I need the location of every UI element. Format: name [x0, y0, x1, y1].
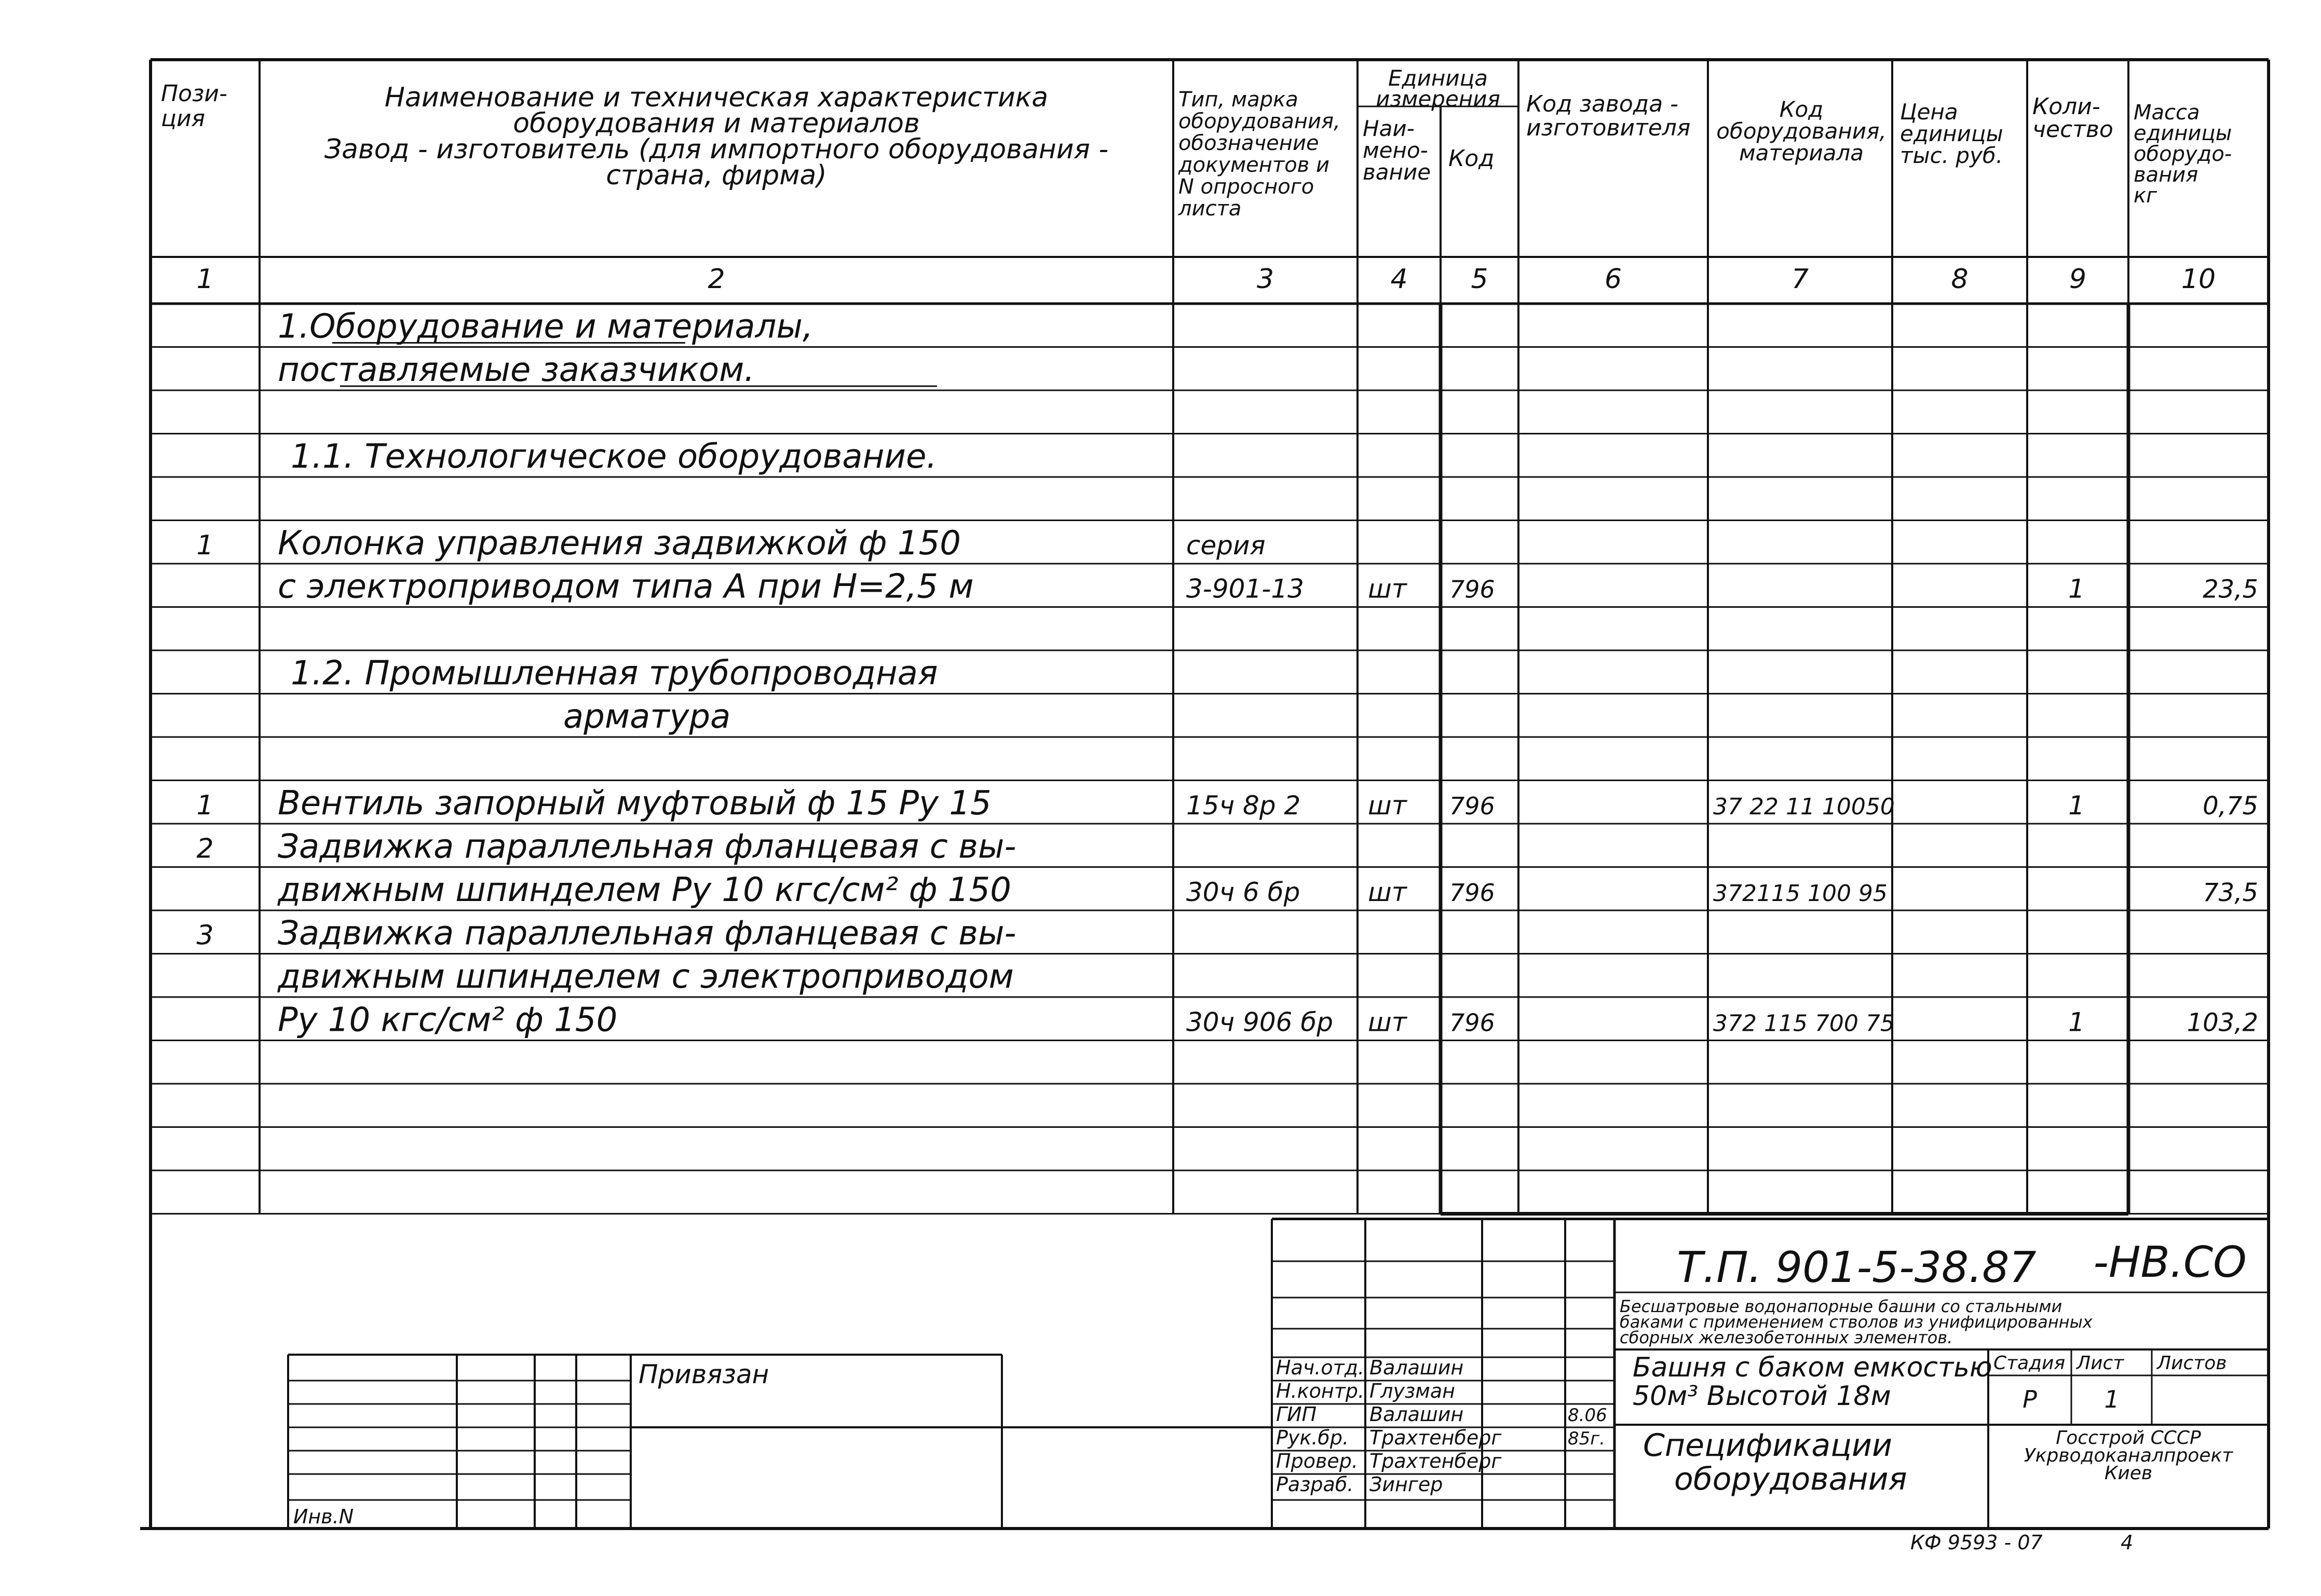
column-number: 5	[1471, 264, 1488, 295]
cell-type: 3-901-13	[1186, 574, 1304, 604]
cell-equip_code: 372115 100 95	[1713, 880, 1888, 907]
cell-mass: 0,75	[2203, 792, 2258, 821]
signer-name: Трахтенберг	[1369, 1450, 1502, 1472]
header-text: оборудования,	[1716, 118, 1886, 144]
cell-qty: 1	[2068, 790, 2085, 821]
cell-name: 1.Оборудование и материалы,	[278, 307, 813, 346]
footer-number: 4	[2121, 1531, 2134, 1554]
header-text: вания	[2134, 163, 2198, 187]
cell-type: серия	[1186, 530, 1266, 561]
cell-name: Вентиль запорный муфтовый ф 15 Ру 15	[278, 784, 992, 823]
signer-name: Глузман	[1369, 1380, 1455, 1402]
cell-mass: 23,5	[2203, 575, 2258, 604]
header-text: Код	[1448, 145, 1495, 172]
column-number: 10	[2181, 264, 2216, 295]
cell-name: Задвижка параллельная фланцевая с вы-	[278, 914, 1016, 953]
header-text: оборудования и материалов	[513, 108, 920, 139]
header-text: Единица	[1388, 65, 1488, 91]
cell-unit: шт	[1368, 790, 1407, 821]
header-text: измерения	[1376, 86, 1500, 112]
header-text: единицы	[2134, 121, 2232, 145]
cell-name: движным шпинделем Ру 10 кгс/см² ф 150	[278, 871, 1011, 909]
signer-name: Валашин	[1369, 1403, 1464, 1426]
column-number: 7	[1791, 264, 1809, 295]
cell-type: 30ч 6 бр	[1186, 877, 1300, 907]
stage-value: Р	[2023, 1385, 2037, 1413]
column-number: 8	[1951, 264, 1969, 295]
sheet-title: оборудования	[1674, 1461, 1907, 1497]
column-number: 3	[1256, 264, 1274, 295]
doc-code: Т.П. 901-5-38.87	[1677, 1243, 2037, 1292]
column-number: 9	[2069, 264, 2087, 295]
header-text: чество	[2032, 116, 2113, 143]
footer-code: КФ 9593 - 07	[1910, 1531, 2043, 1554]
header-text: оборудо-	[2134, 142, 2232, 166]
object-name: Башня с баком емкостью	[1633, 1352, 1992, 1383]
signer-name: Зингер	[1369, 1473, 1443, 1496]
role-label: Рук.бр.	[1276, 1426, 1349, 1449]
org-name: Госстрой СССР	[2056, 1427, 2201, 1449]
cell-unit: шт	[1368, 574, 1407, 604]
cell-code: 796	[1449, 879, 1495, 907]
header-text: Коли-	[2032, 93, 2100, 120]
cell-code: 796	[1449, 575, 1495, 604]
header-text: мено-	[1363, 138, 1428, 163]
cell-type: 30ч 906 бр	[1186, 1007, 1333, 1038]
cell-code: 796	[1449, 792, 1495, 820]
header-text: тыс. руб.	[1900, 143, 2003, 168]
cell-name: арматура	[563, 698, 731, 736]
header-text: единицы	[1900, 121, 2003, 146]
cell-name: 1.2. Промышленная трубопроводная	[291, 654, 938, 693]
cell-qty: 1	[2068, 1007, 2085, 1038]
cell-name: 1.1. Технологическое оборудование.	[291, 438, 937, 476]
cell-name: с электроприводом типа А при Н=2,5 м	[278, 567, 974, 606]
role-label: Провер.	[1276, 1450, 1358, 1472]
header-text: вание	[1363, 159, 1431, 185]
header-text: Завод - изготовитель (для импортного оборудования -	[324, 134, 1109, 165]
sign-date: 8.06	[1568, 1405, 1607, 1426]
cell-name: Колонка управления задвижкой ф 150	[278, 524, 961, 563]
sheets-label: Листов	[2157, 1353, 2227, 1374]
column-number: 2	[708, 264, 725, 295]
cell-type: 15ч 8р 2	[1186, 790, 1301, 821]
sign-date: 85г.	[1568, 1428, 1605, 1449]
signer-name: Валашин	[1369, 1356, 1464, 1379]
header-text: Пози-	[161, 80, 227, 107]
stage-label: Стадия	[1993, 1353, 2066, 1374]
column-number: 4	[1390, 264, 1408, 295]
cell-equip_code: 37 22 11 10050	[1713, 794, 1895, 820]
cell-pos: 1	[196, 790, 214, 821]
header-text: Наименование и техническая характеристика	[384, 82, 1049, 113]
cell-pos: 1	[196, 530, 214, 561]
cell-unit: шт	[1368, 1007, 1407, 1038]
org-name: Укрводоканалпроект	[2024, 1445, 2233, 1466]
inv-label: Инв.N	[293, 1505, 354, 1528]
header-text: изготовителя	[1526, 115, 1691, 141]
project-desc: Бесшатровые водонапорные башни со стальными	[1620, 1297, 2062, 1316]
cell-mass: 73,5	[2203, 878, 2258, 907]
header-text: N опросного	[1178, 175, 1314, 199]
cell-name: Задвижка параллельная фланцевая с вы-	[278, 827, 1016, 866]
cell-pos: 3	[196, 920, 214, 951]
cell-qty: 1	[2068, 574, 2085, 604]
privyazan-label: Привязан	[639, 1359, 769, 1389]
table-text	[161, 65, 2258, 1554]
cell-name: движным шпинделем с электроприводом	[278, 958, 1014, 996]
sheet-value: 1	[2104, 1385, 2120, 1413]
header-text: ция	[161, 105, 206, 132]
role-label: Н.контр.	[1276, 1380, 1365, 1402]
object-name: 50м³ Высотой 18м	[1633, 1381, 1891, 1412]
org-name: Киев	[2104, 1463, 2153, 1484]
role-label: Нач.отд.	[1276, 1356, 1365, 1379]
cell-name: поставляемые заказчиком.	[278, 351, 755, 389]
header-text: листа	[1178, 197, 1242, 221]
header-text: Тип, марка	[1178, 88, 1298, 112]
column-number: 6	[1604, 264, 1622, 295]
header-text: кг	[2134, 184, 2157, 208]
column-number: 1	[196, 264, 214, 295]
cell-unit: шт	[1368, 877, 1407, 907]
header-text: страна, фирма)	[606, 160, 827, 191]
sheet-label: Лист	[2076, 1353, 2124, 1374]
cell-equip_code: 372 115 700 75	[1713, 1010, 1895, 1037]
project-desc: сборных железобетонных элементов.	[1620, 1328, 1953, 1347]
role-label: Разраб.	[1276, 1473, 1354, 1496]
header-text: материала	[1739, 140, 1864, 166]
cell-mass: 103,2	[2187, 1008, 2258, 1038]
sheet-title: Спецификации	[1643, 1427, 1892, 1464]
cell-code: 796	[1449, 1008, 1495, 1037]
header-text: Масса	[2134, 101, 2200, 125]
header-text: оборудования,	[1178, 110, 1340, 133]
header-text: обозначение	[1178, 131, 1319, 155]
header-text: документов и	[1178, 153, 1329, 177]
signer-name: Трахтенберг	[1369, 1426, 1502, 1449]
header-text: Цена	[1900, 99, 1958, 125]
header-text: Наи-	[1363, 116, 1415, 141]
doc-suffix: -НВ.СО	[2093, 1238, 2247, 1287]
header-text: Код завода -	[1526, 91, 1679, 117]
header-text: Код	[1779, 97, 1824, 122]
role-label: ГИП	[1276, 1403, 1317, 1426]
cell-pos: 2	[196, 833, 214, 865]
cell-name: Ру 10 кгс/см² ф 150	[278, 1001, 618, 1040]
project-desc: баками с применением стволов из унифицированных	[1620, 1312, 2093, 1332]
